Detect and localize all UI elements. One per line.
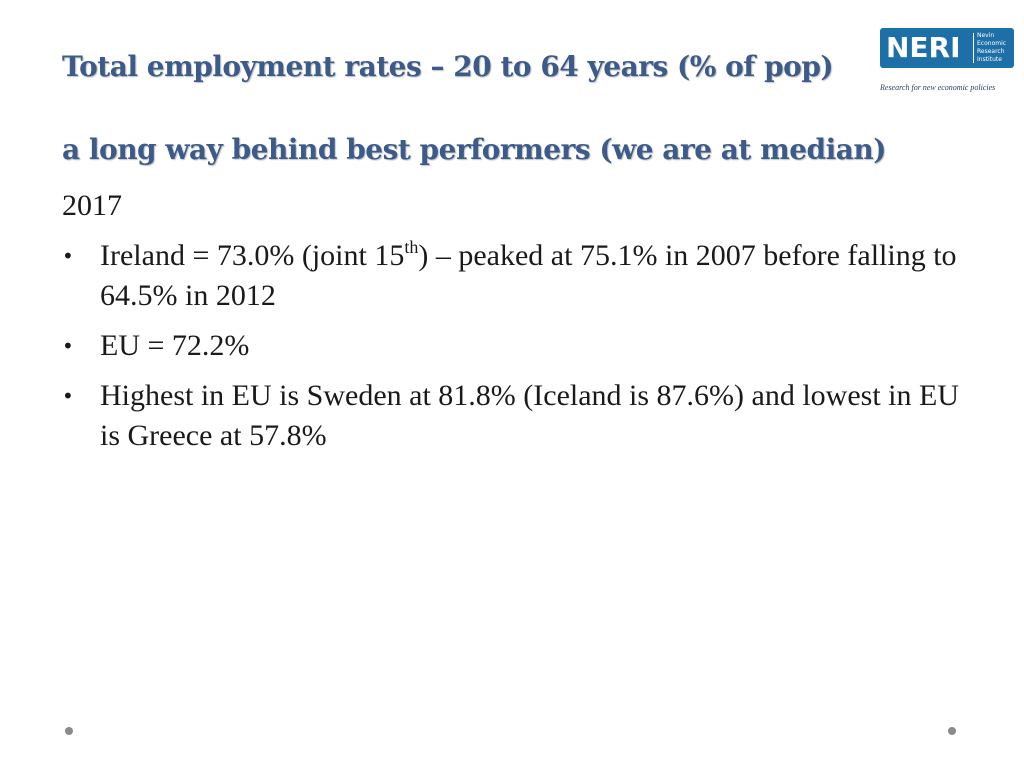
logo-line-2: Economic [977,40,1007,47]
logo-divider [973,33,974,63]
bullet-eu-text: EU = 72.2% [100,329,250,362]
neri-logo [880,28,1014,98]
bullet-ireland-text-end: ) – peaked at 75.1% in 2007 before falling to 64.5% in 2012 [100,239,957,312]
left-corner-dot [65,727,73,735]
bullet-eu [62,326,962,366]
ordinal-suffix: th [404,237,419,257]
logo-line-1: Nevin [977,32,995,39]
slide-title: Total employment rates – 20 to 64 years (% of pop) [62,50,834,83]
slide-subtitle: a long way behind best performers (we are at median) [62,133,886,166]
bullet-icon: • [62,334,74,358]
bullet-ireland-text-start: Ireland = 73.0% (joint 15 [100,239,405,272]
logo-institute-name [977,32,1013,64]
year-label: 2017 [62,189,122,222]
bullet-highest-lowest [62,376,962,456]
logo-line-4: Institute [977,56,1002,63]
logo-wordmark: NERI [886,31,961,64]
bullet-list [62,236,962,466]
right-corner-dot [948,727,956,735]
logo-tagline: Research for new economic policies [880,83,996,92]
logo-box [880,28,1014,68]
bullet-icon: • [62,244,74,268]
bullet-highest-lowest-text: Highest in EU is Sweden at 81.8% (Iceland is 87.6%) and lowest in EU is Greece at 57.8% [100,379,959,452]
logo-line-3: Research [977,48,1005,55]
bullet-icon: • [62,384,74,408]
bullet-ireland [62,236,962,316]
